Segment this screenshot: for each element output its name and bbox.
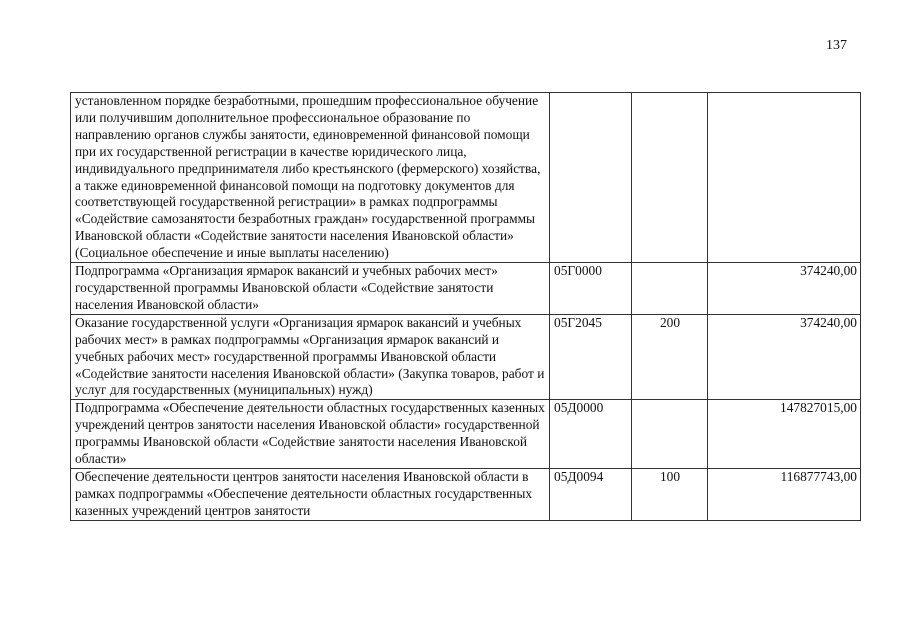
row-sum: 116877743,00: [708, 468, 861, 520]
row-name: Оказание государственной услуги «Организация ярмарок вакансий и учебных рабочих мест» в рамках подпрограммы «Организация ярмарок вакансий и учебных рабочих мест» государственной программы Ивановской области «Содействие занятости населения Ивановской области» (Закупка товаров, работ и услуг для государственных (муниципальных) нужд): [71, 314, 550, 400]
row-name: Подпрограмма «Обеспечение деятельности областных государственных казенных учреждений центров занятости населения Ивановской области» государственной программы Ивановской области «Содействие занятости населения Ивановской области»: [71, 400, 550, 469]
row-code: 05Г0000: [550, 263, 632, 315]
row-expense-type: [632, 400, 708, 469]
row-name: установленном порядке безработными, прошедшим профессиональное обучение или получившим дополнительное профессиональное образование по направлению органов службы занятости, единовременной финансовой помощи при их государственной регистрации в качестве юридического лица, индивидуального предпринимателя либо крестьянского (фермерского) хозяйства, а также единовременной финансовой помощи на подготовку документов для соответствующей государственной регистрации» в рамках подпрограммы «Содействие самозанятости безработных граждан» государственной программы Ивановской области «Содействие занятости населения Ивановской области» (Социальное обеспечение и иные выплаты населению): [71, 93, 550, 263]
table-row: [71, 263, 861, 315]
row-code: 05Д0094: [550, 468, 632, 520]
row-code: 05Д0000: [550, 400, 632, 469]
table-row: [71, 93, 861, 263]
row-expense-type: 100: [632, 468, 708, 520]
row-name: Обеспечение деятельности центров занятости населения Ивановской области в рамках подпрограммы «Обеспечение деятельности областных государственных казенных учреждений центров занятости: [71, 468, 550, 520]
row-expense-type: [632, 93, 708, 263]
table-row: [71, 314, 861, 400]
page-number: 137: [826, 38, 847, 53]
table-row: [71, 400, 861, 469]
table-row: [71, 468, 861, 520]
row-code: [550, 93, 632, 263]
row-name: Подпрограмма «Организация ярмарок вакансий и учебных рабочих мест» государственной программы Ивановской области «Содействие занятости населения Ивановской области»: [71, 263, 550, 315]
row-sum: 147827015,00: [708, 400, 861, 469]
row-expense-type: [632, 263, 708, 315]
row-sum: 374240,00: [708, 314, 861, 400]
row-sum: [708, 93, 861, 263]
row-code: 05Г2045: [550, 314, 632, 400]
budget-table: [70, 92, 861, 521]
row-expense-type: 200: [632, 314, 708, 400]
row-sum: 374240,00: [708, 263, 861, 315]
